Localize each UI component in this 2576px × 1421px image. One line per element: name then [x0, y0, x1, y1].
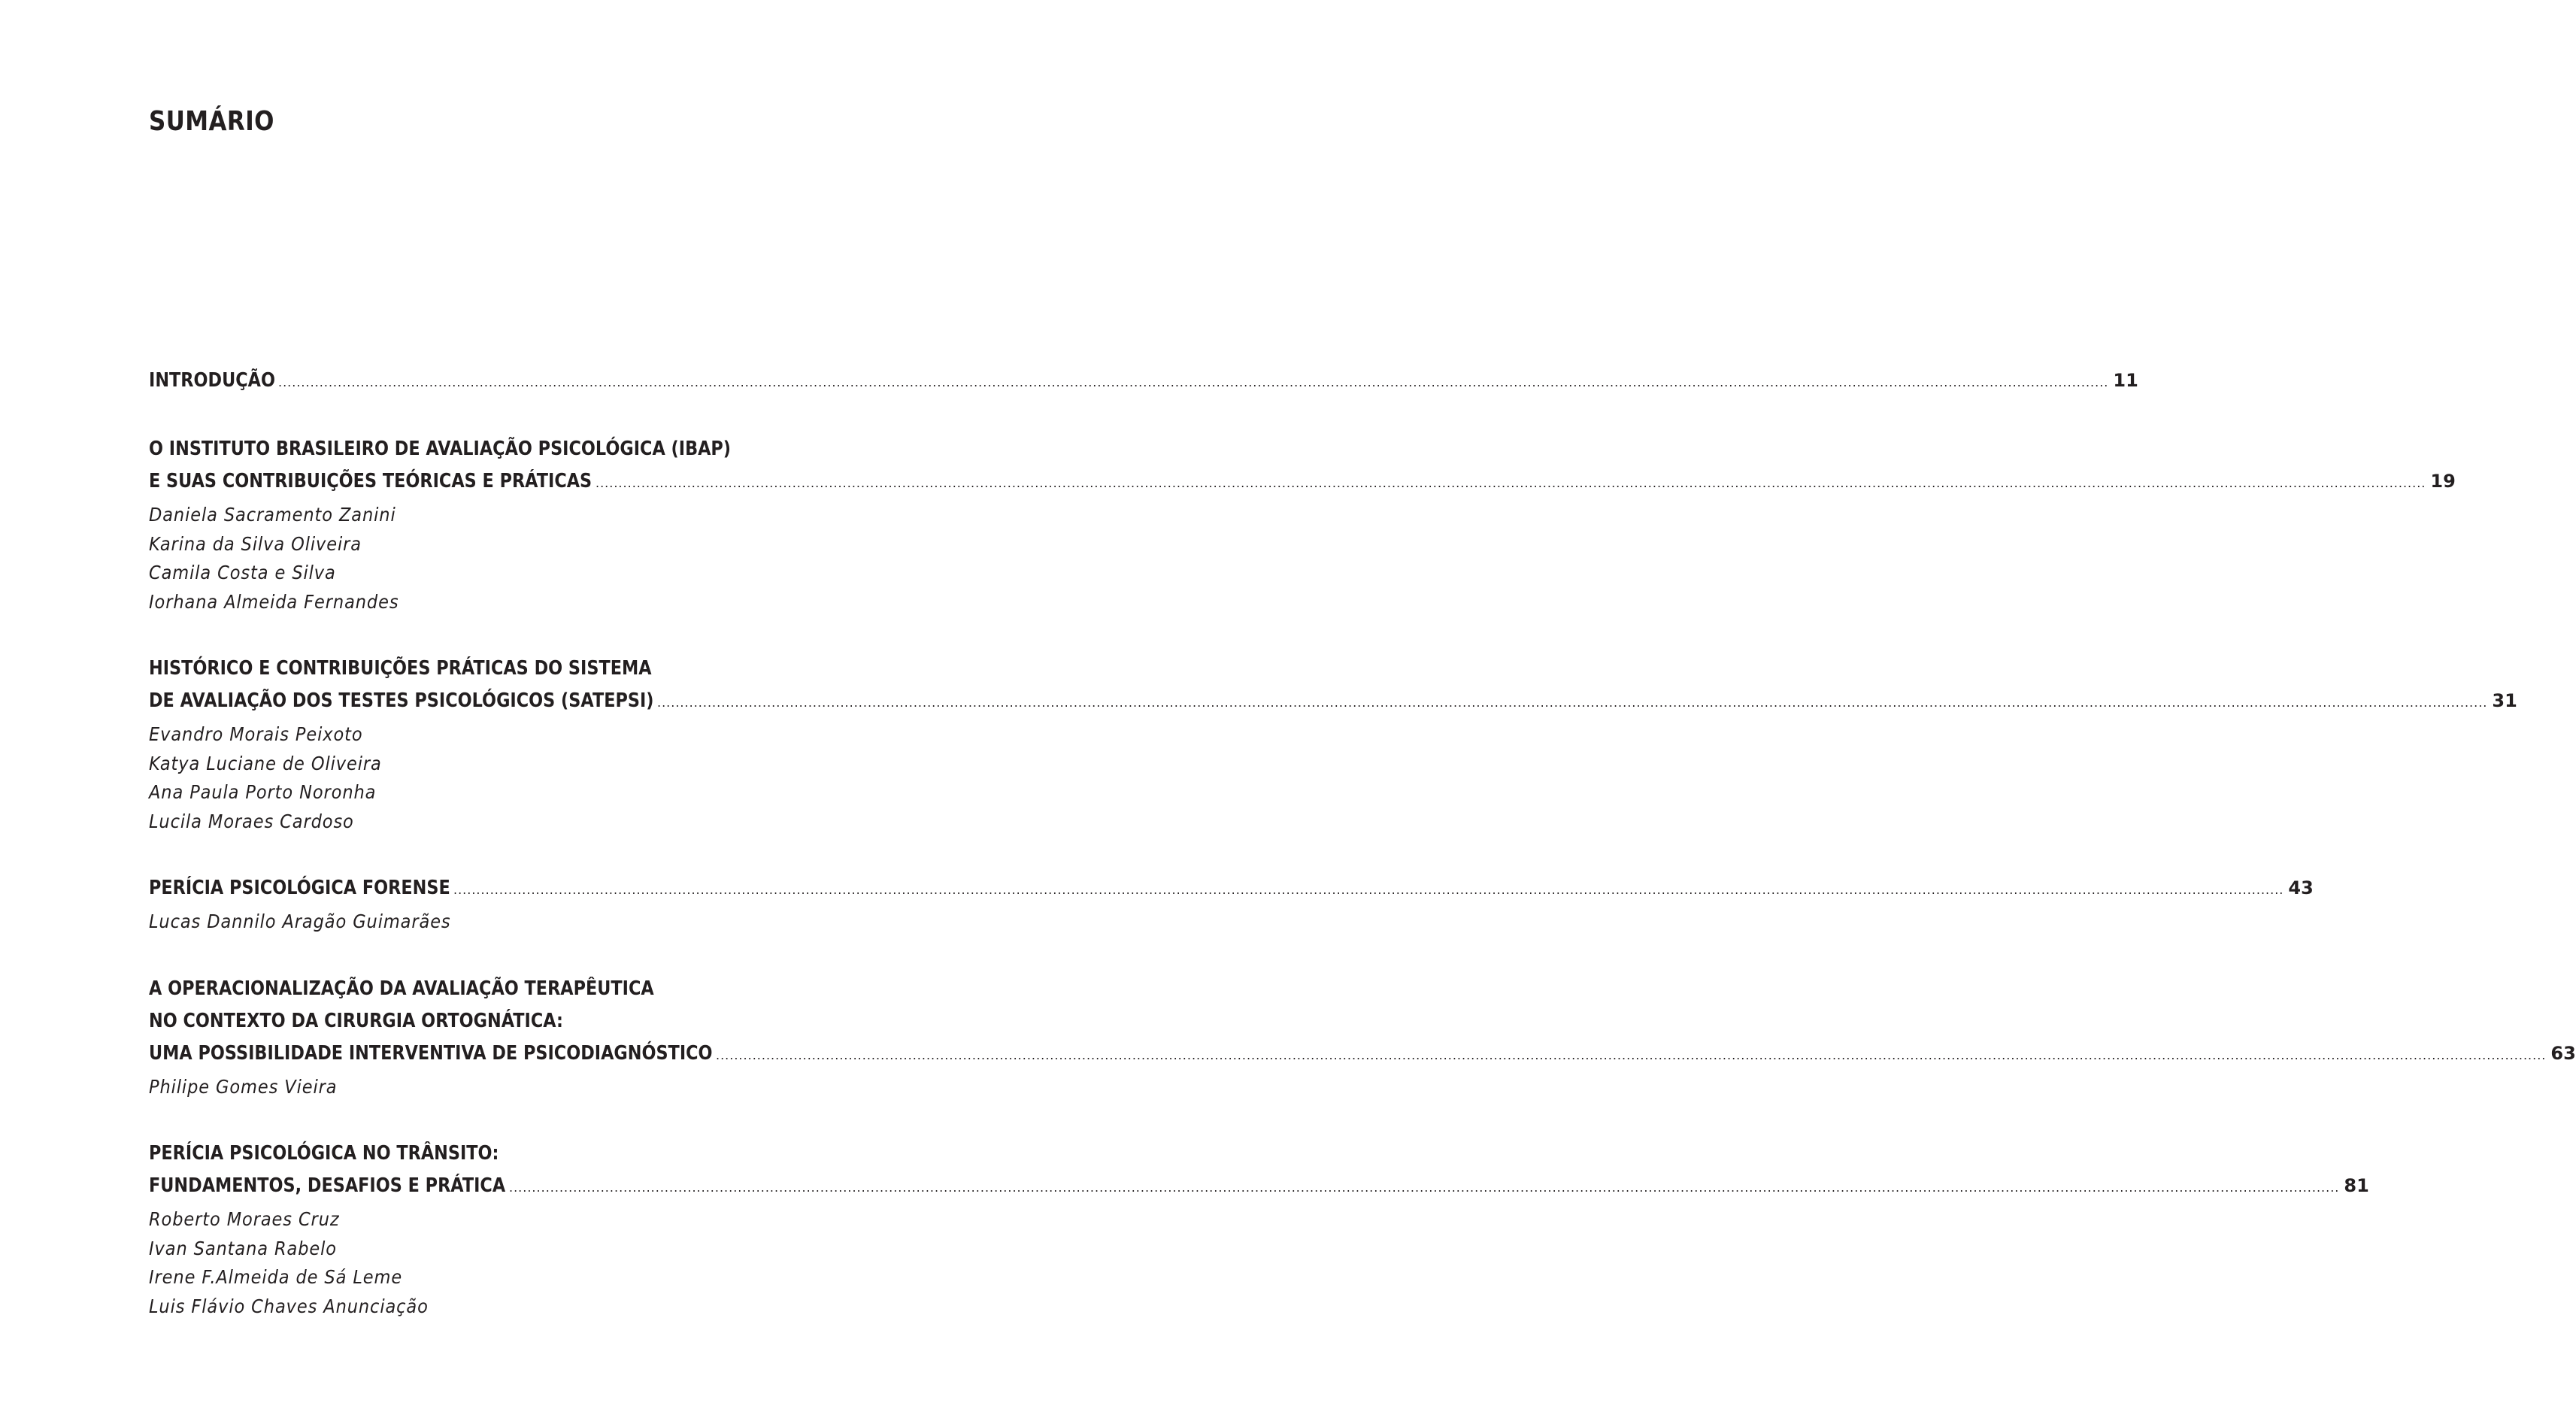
- toc-entry-authors: [149, 907, 889, 937]
- toc-entry-title-text: INTRODUÇÃO: [149, 369, 275, 392]
- toc-entry-title-line: [149, 433, 889, 465]
- toc-entry[interactable]: [149, 433, 2456, 617]
- toc-entry-authors: [149, 1205, 889, 1321]
- author-name: Lucila Moraes Cardoso: [149, 810, 354, 832]
- author-name: Camila Costa e Silva: [149, 562, 336, 583]
- toc-entry-title-text: NO CONTEXTO DA CIRURGIA ORTOGNÁTICA:: [149, 1009, 563, 1032]
- toc-entry-title-text: PERÍCIA PSICOLÓGICA NO TRÂNSITO:: [149, 1142, 499, 1165]
- author-name: Luis Flávio Chaves Anunciação: [149, 1295, 429, 1317]
- dot-leader: ................................................................................................................................................................................................................................................................................................................................................................................................................: [509, 1180, 2340, 1195]
- author-name: Evandro Morais Peixoto: [149, 723, 363, 745]
- dot-leader: ................................................................................................................................................................................................................................................................................................................................................................................................................: [657, 695, 2488, 710]
- author-name: Philipe Gomes Vieira: [149, 1075, 338, 1098]
- author-name: Roberto Moraes Cruz: [149, 1208, 340, 1230]
- dot-leader: ................................................................................................................................................................................................................................................................................................................................................................................................................: [278, 375, 2109, 389]
- toc-entry[interactable]: [149, 973, 2576, 1102]
- toc-page-number: 81: [2344, 1175, 2369, 1196]
- toc-page-number: 63: [2550, 1042, 2576, 1064]
- toc-entry-title-line: [149, 1138, 889, 1170]
- toc-entry-title-text: A OPERACIONALIZAÇÃO DA AVALIAÇÃO TERAPÊUTICA: [149, 977, 654, 1000]
- toc-entry-title-text: UMA POSSIBILIDADE INTERVENTIVA DE PSICODIAGNÓSTICO: [149, 1041, 713, 1065]
- toc-entry-title-text: FUNDAMENTOS, DESAFIOS E PRÁTICA: [149, 1174, 506, 1197]
- author-name: Ivan Santana Rabelo: [149, 1237, 337, 1259]
- toc-page-number: 11: [2113, 370, 2138, 391]
- toc-entry-title-text: DE AVALIAÇÃO DOS TESTES PSICOLÓGICOS (SATEPSI): [149, 689, 654, 712]
- toc-entry-title-line: [149, 872, 2314, 904]
- toc-page-number: 31: [2492, 690, 2517, 711]
- toc-entry-title-line: [149, 1038, 2576, 1070]
- toc-entry-title-text: HISTÓRICO E CONTRIBUIÇÕES PRÁTICAS DO SISTEMA: [149, 657, 652, 680]
- toc-entry-title-text: E SUAS CONTRIBUIÇÕES TEÓRICAS E PRÁTICAS: [149, 470, 592, 492]
- author-name: Iorhana Almeida Fernandes: [149, 590, 399, 613]
- toc-page-number: 43: [2288, 877, 2314, 898]
- author-name: Daniela Sacramento Zanini: [149, 504, 396, 526]
- toc-entry-title-line: [149, 973, 889, 1005]
- author-name: Katya Luciane de Oliveira: [149, 752, 382, 774]
- toc-entry-title-text: PERÍCIA PSICOLÓGICA FORENSE: [149, 877, 450, 899]
- page-title: SUMÁRIO: [149, 106, 274, 137]
- table-of-contents: [149, 365, 2576, 1321]
- toc-entry-title-line: [149, 1005, 889, 1038]
- toc-entry-title-line: [149, 365, 2138, 397]
- author-name: Lucas Dannilo Aragão Guimarães: [149, 910, 451, 932]
- toc-entry-title-line: [149, 653, 889, 685]
- author-name: Irene F.Almeida de Sá Leme: [149, 1266, 403, 1288]
- toc-entry[interactable]: [149, 365, 2138, 397]
- toc-entry[interactable]: [149, 1138, 2369, 1321]
- toc-entry-authors: [149, 1073, 889, 1102]
- dot-leader: ................................................................................................................................................................................................................................................................................................................................................................................................................: [596, 476, 2426, 490]
- author-name: Karina da Silva Oliveira: [149, 532, 362, 555]
- author-name: Ana Paula Porto Noronha: [149, 781, 377, 803]
- toc-entry-title-text: O INSTITUTO BRASILEIRO DE AVALIAÇÃO PSICOLÓGICA (IBAP): [149, 438, 732, 460]
- toc-entry-title-line: [149, 465, 2456, 498]
- toc-entry[interactable]: [149, 872, 2314, 937]
- dot-leader: ................................................................................................................................................................................................................................................................................................................................................................................................................: [453, 883, 2284, 897]
- toc-entry-title-line: [149, 1170, 2369, 1202]
- toc-page-number: 19: [2430, 471, 2456, 492]
- toc-entry-authors: [149, 501, 889, 617]
- toc-entry-title-line: [149, 685, 2517, 717]
- toc-entry-authors: [149, 720, 889, 836]
- toc-entry[interactable]: [149, 653, 2517, 836]
- dot-leader: ................................................................................................................................................................................................................................................................................................................................................................................................................: [716, 1047, 2547, 1062]
